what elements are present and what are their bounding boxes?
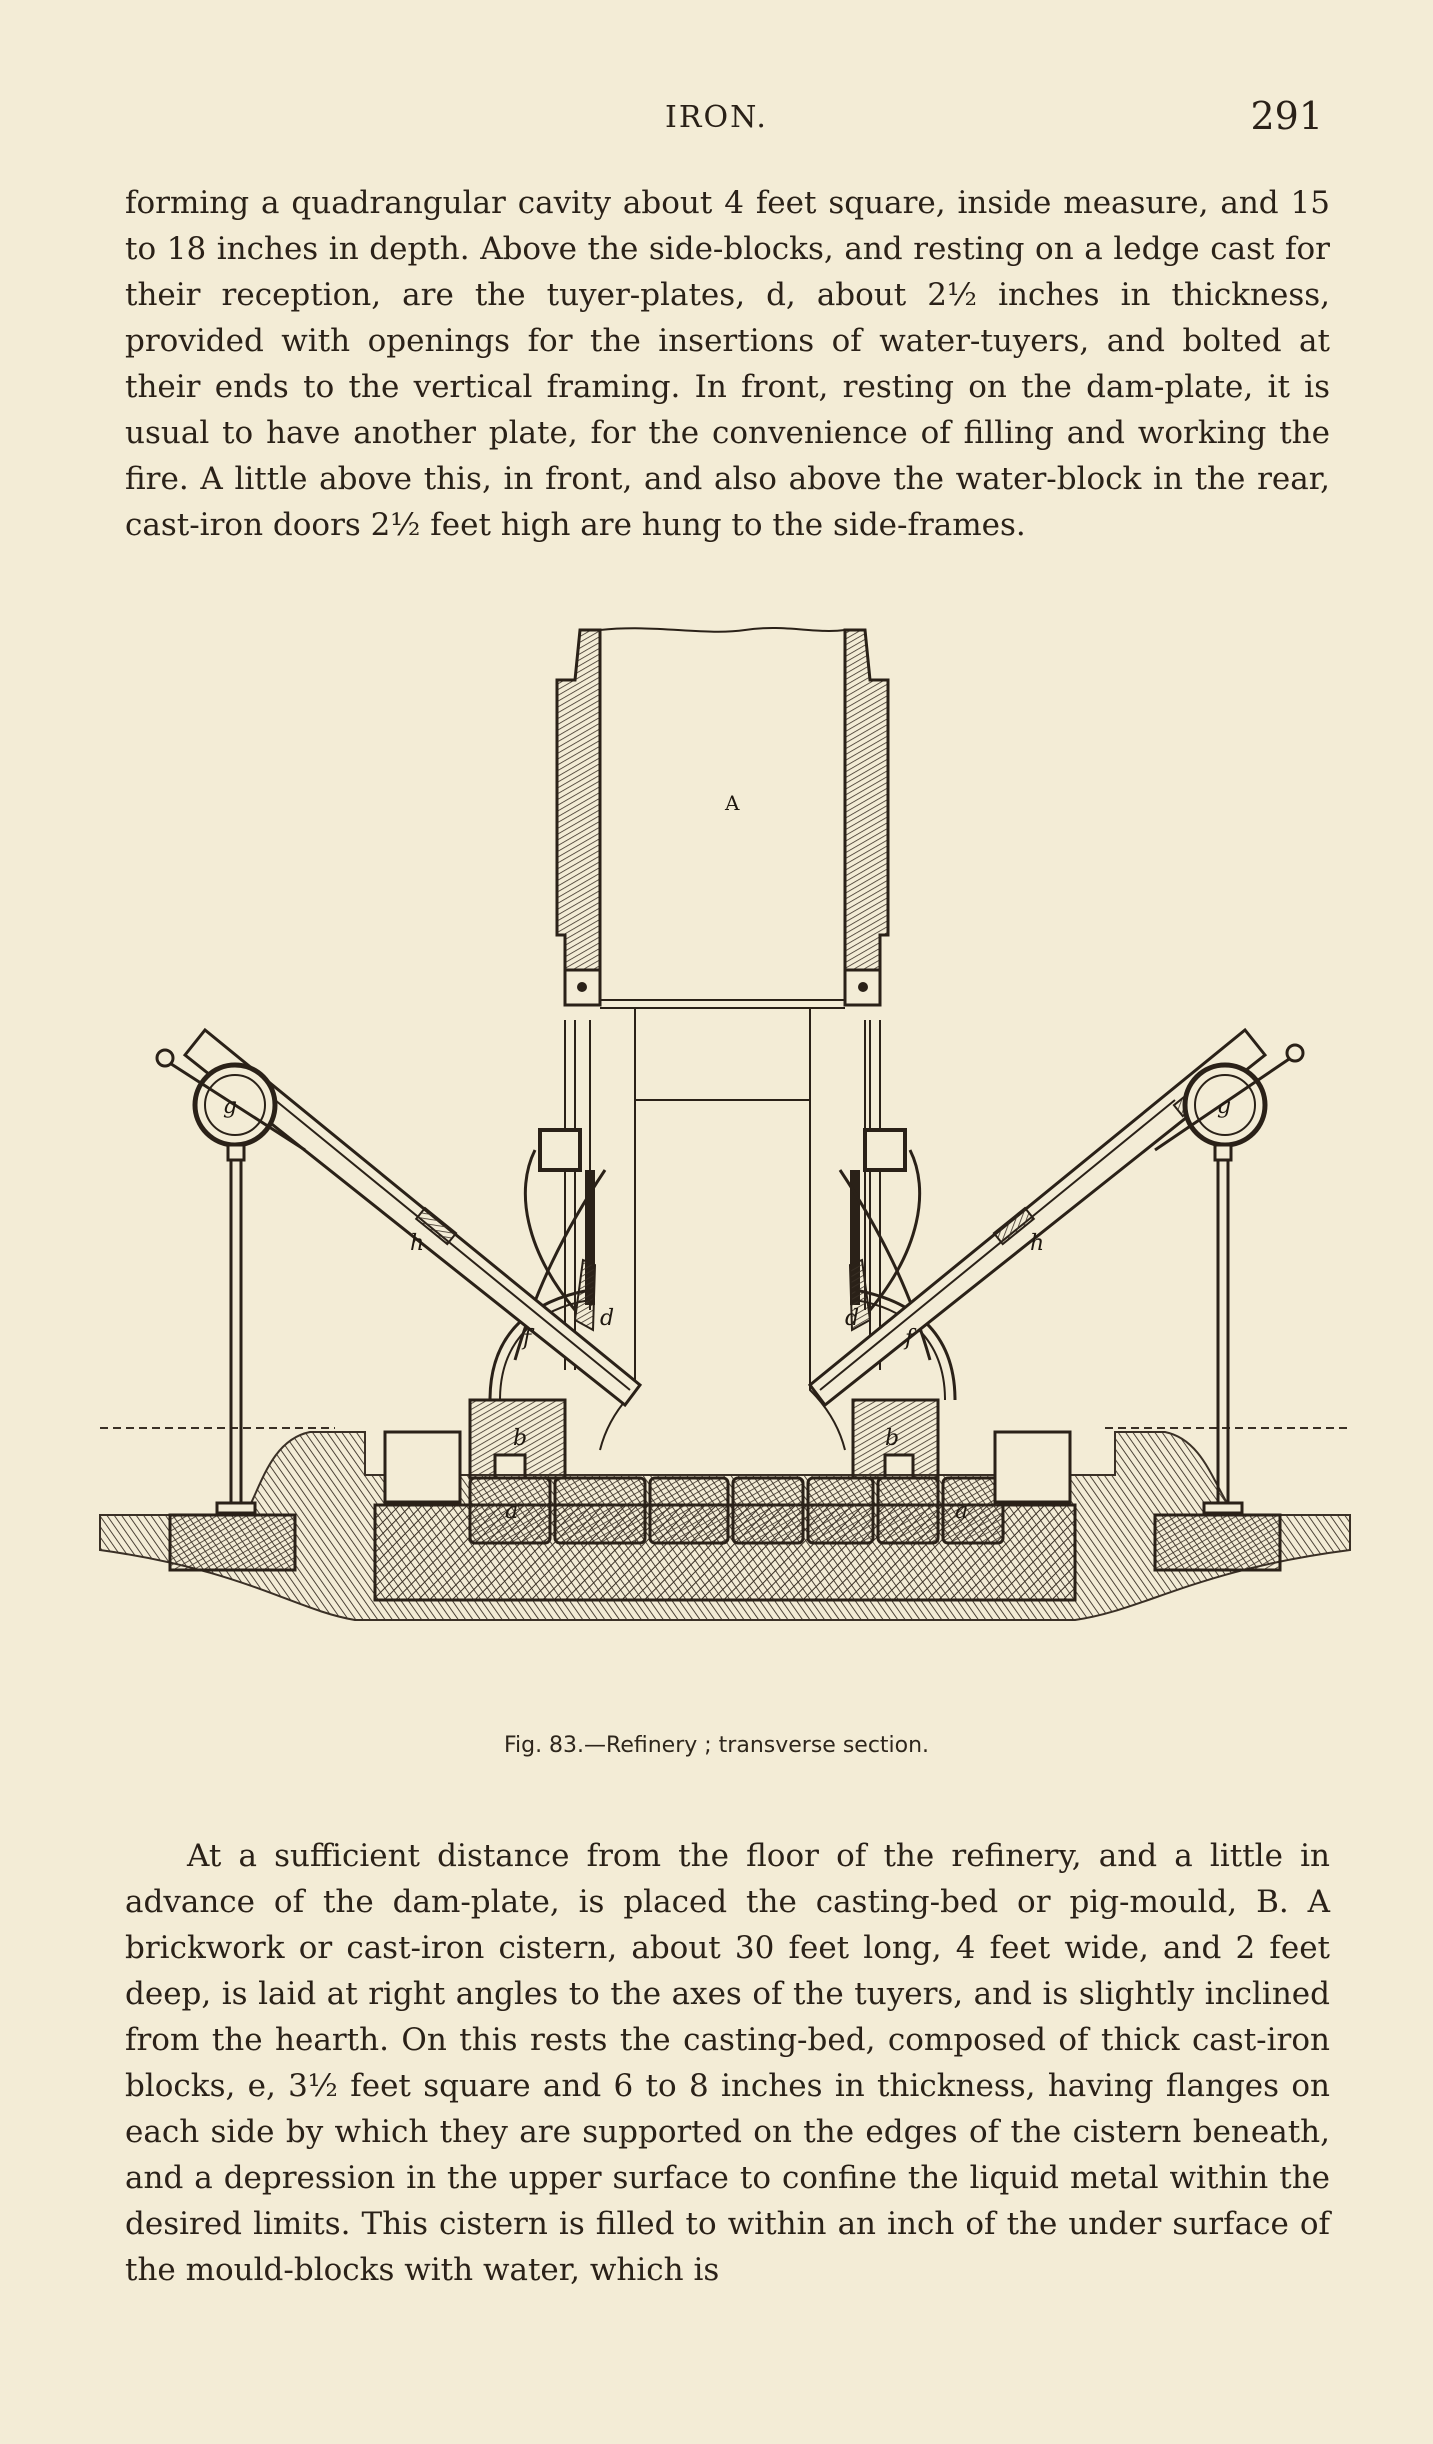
label-f-left: f bbox=[523, 1326, 532, 1351]
page-number: 291 bbox=[1250, 94, 1323, 138]
water-box-right bbox=[865, 1130, 905, 1170]
refinery-section-drawing bbox=[95, 610, 1355, 1710]
paragraph-bottom: At a sufficient distance from the floor of the refinery, and a little in advance of the dam-plate, is placed the casting-bed or pig-mould, B. A brickwork or cast-iron cistern, about 30 feet long, 4 feet wide, and 2 feet deep, is laid at right angles to the axes of the tuyers, and is slightly inclined from the hearth. On this rests the casting-bed, composed of thick cast-iron blocks, e, 3½ feet square and 6 to 8 inches in thickness, having flanges on each side by which they are supported on the edges of the cistern beneath, and a depression in the upper surface to confine the liquid metal within the desired limits. This cistern is filled to within an inch of the under surface of the mould-blocks with water, which is bbox=[125, 1838, 1330, 2288]
label-d-left: d bbox=[600, 1306, 615, 1331]
label-A: A bbox=[725, 791, 740, 815]
running-head: IRON. bbox=[665, 100, 768, 135]
label-a-left: a bbox=[505, 1499, 519, 1524]
figure-refinery-section bbox=[95, 610, 1355, 1710]
body-text-bottom bbox=[125, 1833, 1330, 2293]
water-box-left bbox=[540, 1130, 580, 1170]
label-g-right: g bbox=[1217, 1094, 1232, 1119]
label-a-right: a bbox=[955, 1499, 969, 1524]
label-d-right: d bbox=[845, 1306, 860, 1331]
body-text-top bbox=[125, 180, 1330, 548]
figure-caption: Fig. 83.—Refinery ; transverse section. bbox=[503, 1733, 930, 1758]
left-trench bbox=[385, 1432, 460, 1502]
page-header bbox=[0, 94, 1433, 150]
hearth-bottom-blocks bbox=[470, 1478, 1003, 1543]
chimney-wall-right bbox=[845, 630, 888, 1005]
label-b-right: b bbox=[885, 1426, 900, 1451]
paragraph-top: forming a quadrangular cavity about 4 feet square, inside measure, and 15 to 18 inches in depth. Above the side-blocks, and resting on a ledge cast for their reception, are the tuyer-plates, d, about 2½ inches in thickness, provided with openings for the insertions of water-tuyers, and bolted at their ends to the vertical framing. In front, resting on the dam-plate, it is usual to have another plate, for the convenience of filling and working the fire. A little above this, in front, and also above the water-block in the rear, cast-iron doors 2½ feet high are hung to the side-frames. bbox=[125, 185, 1330, 543]
chimney-top-edge bbox=[600, 628, 845, 632]
label-h-left: h bbox=[410, 1231, 425, 1256]
chimney-wall-left bbox=[557, 630, 600, 1005]
label-h-right: h bbox=[1030, 1231, 1045, 1256]
label-f-right: f bbox=[905, 1326, 914, 1351]
label-g-left: g bbox=[223, 1094, 238, 1119]
label-b-left: b bbox=[513, 1426, 528, 1451]
right-trench bbox=[995, 1432, 1070, 1502]
